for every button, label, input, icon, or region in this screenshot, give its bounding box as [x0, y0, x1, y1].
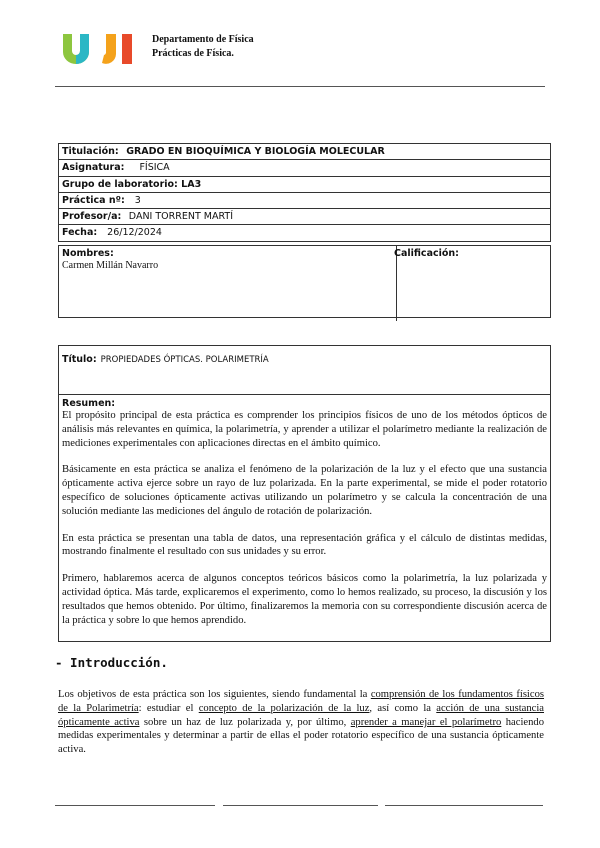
intro-text: sobre un haz de luz polarizada y, por último,: [139, 716, 351, 728]
summary-table: [58, 345, 551, 642]
title-cell: [59, 346, 550, 395]
practica-label: Práctica nº:: [62, 194, 125, 206]
course-info-table: [58, 143, 551, 242]
footer-line: [223, 805, 378, 806]
row-asignatura: [59, 160, 550, 176]
row-fecha: [59, 225, 550, 240]
grade-label: Calificación:: [394, 248, 459, 259]
fecha-label: Fecha:: [62, 227, 98, 239]
title-label: Título:: [62, 354, 97, 365]
summary-paragraph: Primero, hablaremos acerca de algunos conceptos teóricos básicos como la polarimetría, la luz polarizada y actividad óptica. Más tarde, explicaremos el experimento, como lo hemos realizado, su proceso, la discusión y los resultados que hemos obtenido. Por último, finalizaremos la memoria con su correspondiente discusión acerca de la práctica y sobre lo que hemos aprendido.: [62, 573, 547, 626]
practica-value: 3: [134, 194, 141, 206]
row-grupo: [59, 177, 550, 193]
intro-text: , así como la: [369, 702, 437, 714]
intro-text: Los objetivos de esta práctica son los siguientes, siendo fundamental la: [58, 689, 371, 700]
intro-underlined-text: concepto de la polarización de la luz: [198, 702, 370, 714]
fecha-value: 26/12/2024: [107, 227, 162, 239]
grade-cell: [391, 246, 556, 321]
names-cell: [59, 246, 397, 321]
intro-text: : estudiar el: [138, 702, 199, 714]
department-header: [152, 33, 254, 61]
profesor-value: DANI TORRENT MARTÍ: [128, 211, 233, 223]
names-label: Nombres:: [62, 248, 114, 259]
intro-paragraph: [58, 688, 544, 757]
row-titulacion: [59, 144, 550, 160]
intro-underlined-text: aprender a manejar el polarímetro: [350, 716, 502, 728]
summary-paragraph: Básicamente en esta práctica se analiza el fenómeno de la polarización de la luz y el efecto que una sustancia ópticamente activa ejerce sobre un rayo de luz polarizada. En la parte experimental, se mide el poder rotatorio específico de soluciones ópticamente activas utilizando un polarímetro y se calcula la concentración de una solución mediante las mediciones del ángulo de rotación de polarización.: [62, 464, 547, 517]
intro-underlined-text: acción de una sustancia ópticamente activa: [58, 702, 544, 728]
grupo-label: Grupo de laboratorio: LA3: [62, 178, 202, 190]
row-profesor: [59, 209, 550, 225]
student-name: Carmen Millán Navarro: [62, 260, 159, 271]
names-table: [58, 245, 551, 318]
summary-paragraph: El propósito principal de esta práctica es comprender los principios físicos de uno de los métodos ópticos de análisis más relevantes en química, la polarimetría, y aprender a utilizar el polarímetro mediante la realización de mediciones experimentales con aplicaciones directas en el ámbito químico.: [62, 410, 547, 449]
asignatura-value: FÍSICA: [139, 162, 170, 174]
department-name: Departamento de Física: [152, 34, 254, 45]
intro-heading: - Introducción.: [55, 655, 168, 670]
footer-line: [385, 805, 543, 806]
row-practica: [59, 193, 550, 209]
intro-underlined-text: comprensión de los fundamentos físicos de la Polarimetría: [58, 689, 545, 714]
uji-logo: [62, 32, 134, 64]
footer-line: [55, 805, 215, 806]
summary-cell: [59, 395, 550, 643]
profesor-label: Profesor/a:: [62, 211, 122, 223]
summary-label: Resumen:: [62, 398, 116, 409]
report-title: PROPIEDADES ÓPTICAS. POLARIMETRÍA: [100, 355, 269, 365]
titulacion-value: GRADO EN BIOQUÍMICA Y BIOLOGÍA MOLECULAR: [126, 146, 385, 157]
summary-paragraph: En esta práctica se presentan una tabla de datos, una representación gráfica y el cálculo de distintas medidas, mostrando finalmente el resultado con sus unidades y su error.: [62, 532, 547, 558]
header-divider: [55, 86, 545, 87]
intro-text: haciendo medidas experimentales y determinar a partir de ellas el poder rotatorio específico de una sustancia ópticamente activa.: [58, 716, 544, 756]
titulacion-label: Titulación:: [62, 146, 119, 157]
department-subtitle: Prácticas de Física.: [152, 48, 234, 59]
asignatura-label: Asignatura:: [62, 162, 125, 174]
